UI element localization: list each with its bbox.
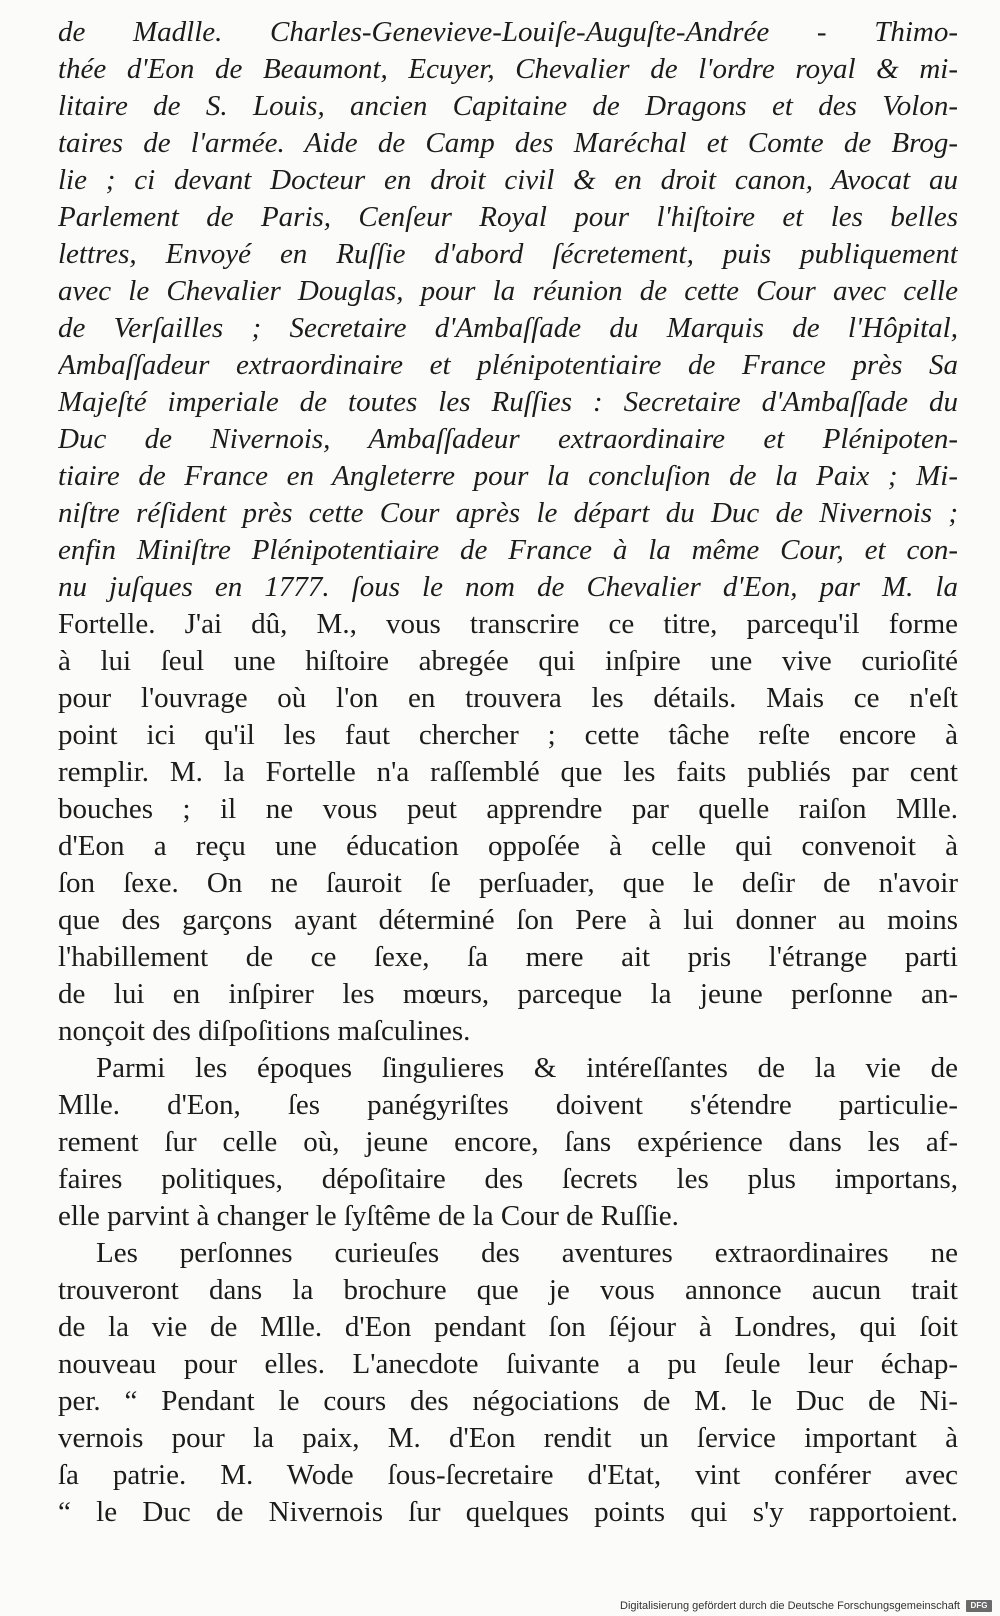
- text-line: lie ; ci devant Docteur en droit civil & en droit canon, Avocat au: [58, 164, 958, 196]
- text-line: per. “ Pendant le cours des négociations de M. le Duc de Ni-: [58, 1385, 958, 1417]
- text-line: de lui en inſpirer les mœurs, parceque la jeune perſonne an-: [58, 978, 958, 1010]
- text-line: niſtre réſident près cette Cour après le départ du Duc de Nivernois ;: [58, 497, 958, 529]
- credit-text: Digitalisierung gefördert durch die Deutsche Forschungsgemeinschaft: [620, 1600, 960, 1612]
- text-line: nonçoit des diſpoſitions maſculines.: [58, 1015, 471, 1047]
- text-line: trouveront dans la brochure que je vous annonce aucun trait: [58, 1274, 958, 1306]
- text-line: faires politiques, dépoſitaire des ſecrets les plus importans,: [58, 1163, 958, 1195]
- text-line: tiaire de France en Angleterre pour la concluſion de la Paix ; Mi-: [58, 460, 958, 492]
- text-line: remplir. M. la Fortelle n'a raſſemblé que les faits publiés par cent: [58, 756, 958, 788]
- text-line: bouches ; il ne vous peut apprendre par quelle raiſon Mlle.: [58, 793, 958, 825]
- digitization-credit: [620, 1600, 992, 1612]
- text-line: ſa patrie. M. Wode ſous-ſecretaire d'Etat, vint conférer avec: [58, 1459, 958, 1491]
- text-line: thée d'Eon de Beaumont, Ecuyer, Chevalier de l'ordre royal & mi-: [58, 53, 958, 85]
- text-line: vernois pour la paix, M. d'Eon rendit un ſervice important à: [58, 1422, 958, 1454]
- dfg-logo-icon: DFG: [966, 1600, 992, 1612]
- text-line: que des garçons ayant déterminé ſon Pere à lui donner au moins: [58, 904, 958, 936]
- text-line: Majeſté imperiale de toutes les Ruſſies : Secretaire d'Ambaſſade du: [58, 386, 958, 418]
- text-line: Duc de Nivernois, Ambaſſadeur extraordinaire et Plénipoten-: [58, 423, 958, 455]
- page-body-text: [58, 14, 958, 1531]
- text-line: taires de l'armée. Aide de Camp des Maréchal et Comte de Brog-: [58, 127, 958, 159]
- text-line: Fortelle. J'ai dû, M., vous transcrire ce titre, parcequ'il forme: [58, 608, 958, 640]
- text-line: l'habillement de ce ſexe, ſa mere ait pris l'étrange parti: [58, 941, 958, 973]
- text-line: enfin Miniſtre Plénipotentiaire de France à la même Cour, et con-: [58, 534, 958, 566]
- text-line: Parmi les époques ſingulieres & intéreſſantes de la vie de: [96, 1052, 958, 1084]
- text-line: lettres, Envoyé en Ruſſie d'abord ſécretement, puis publiquement: [58, 238, 958, 270]
- text-line: de Verſailles ; Secretaire d'Ambaſſade du Marquis de l'Hôpital,: [58, 312, 958, 344]
- text-line: d'Eon a reçu une éducation oppoſée à celle qui convenoit à: [58, 830, 958, 862]
- text-line: de Madlle. Charles-Genevieve-Louiſe-Auguſte-Andrée - Thimo-: [58, 16, 958, 48]
- text-line: à lui ſeul une hiſtoire abregée qui inſpire une vive curioſité: [58, 645, 958, 677]
- text-line: elle parvint à changer le ſyſtême de la Cour de Ruſſie.: [58, 1200, 679, 1232]
- text-line: Les perſonnes curieuſes des aventures extraordinaires ne: [96, 1237, 958, 1269]
- text-line: Ambaſſadeur extraordinaire et plénipotentiaire de France près Sa: [58, 349, 958, 381]
- text-line: Parlement de Paris, Cenſeur Royal pour l'hiſtoire et les belles: [58, 201, 958, 233]
- text-line: rement ſur celle où, jeune encore, ſans expérience dans les af-: [58, 1126, 958, 1158]
- text-line: nouveau pour elles. L'anecdote ſuivante a pu ſeule leur échap-: [58, 1348, 958, 1380]
- text-line: nu juſques en 1777. ſous le nom de Chevalier d'Eon, par M. la: [58, 571, 958, 603]
- text-line: point ici qu'il les faut chercher ; cette tâche reſte encore à: [58, 719, 958, 751]
- text-line: ſon ſexe. On ne ſauroit ſe perſuader, que le deſir de n'avoir: [58, 867, 958, 899]
- text-line: litaire de S. Louis, ancien Capitaine de Dragons et des Volon-: [58, 90, 958, 122]
- text-line: “ le Duc de Nivernois ſur quelques points qui s'y rapportoient.: [58, 1496, 958, 1528]
- text-line: avec le Chevalier Douglas, pour la réunion de cette Cour avec celle: [58, 275, 958, 307]
- text-line: de la vie de Mlle. d'Eon pendant ſon ſéjour à Londres, qui ſoit: [58, 1311, 958, 1343]
- text-line: Mlle. d'Eon, ſes panégyriſtes doivent s'étendre particulie-: [58, 1089, 958, 1121]
- text-line: pour l'ouvrage où l'on en trouvera les détails. Mais ce n'eſt: [58, 682, 958, 714]
